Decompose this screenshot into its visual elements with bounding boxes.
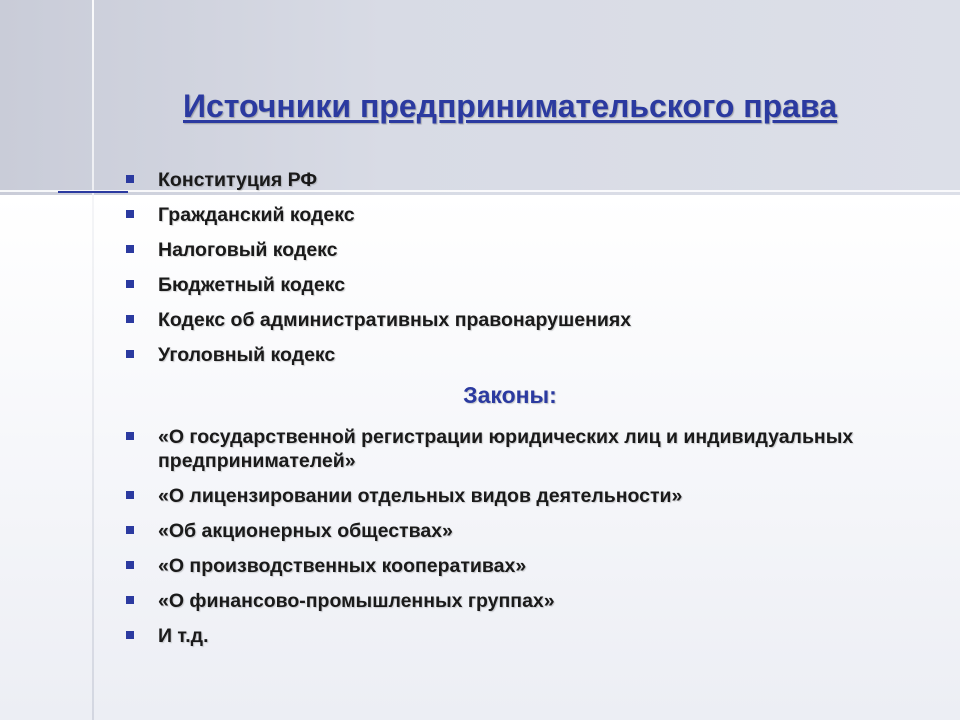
square-bullet-icon: [126, 210, 134, 218]
list-item: [124, 484, 904, 508]
list-item: [124, 273, 904, 297]
square-bullet-icon: [126, 175, 134, 183]
list-item-text: «О лицензировании отдельных видов деятельности»: [158, 485, 683, 507]
list-item: [124, 425, 904, 473]
list-item-text: Уголовный кодекс: [158, 344, 336, 366]
list-item-text: И т.д.: [158, 625, 209, 647]
list-item-text: «Об акционерных обществах»: [158, 520, 453, 542]
list-item: [124, 203, 904, 227]
square-bullet-icon: [126, 280, 134, 288]
list-item: [124, 308, 904, 332]
list-item: [124, 168, 904, 192]
list-item-text: Кодекс об административных правонарушениях: [158, 309, 632, 331]
square-bullet-icon: [126, 245, 134, 253]
square-bullet-icon: [126, 631, 134, 639]
square-bullet-icon: [126, 350, 134, 358]
list-item-text: Гражданский кодекс: [158, 204, 355, 226]
list-item-text: «О производственных кооперативах»: [158, 555, 527, 577]
list-item-text: «О финансово-промышленных группах»: [158, 590, 555, 612]
square-bullet-icon: [126, 432, 134, 440]
list-item: [124, 554, 904, 578]
list-item-text: Конституция РФ: [158, 169, 318, 191]
list-item: [124, 519, 904, 543]
list-item-text: «О государственной регистрации юридических лиц и индивидуальных предпринимателей»: [158, 426, 854, 472]
laws-list: [124, 425, 904, 659]
square-bullet-icon: [126, 491, 134, 499]
accent-line: [58, 191, 128, 193]
square-bullet-icon: [126, 315, 134, 323]
laws-heading: Законы:: [463, 382, 557, 408]
list-item: [124, 589, 904, 613]
slide-title: Источники предпринимательского права: [183, 88, 837, 124]
list-item: [124, 624, 904, 648]
list-item: [124, 343, 904, 367]
list-item: [124, 238, 904, 262]
list-item-text: Налоговый кодекс: [158, 239, 338, 261]
square-bullet-icon: [126, 596, 134, 604]
square-bullet-icon: [126, 561, 134, 569]
list-item-text: Бюджетный кодекс: [158, 274, 346, 296]
square-bullet-icon: [126, 526, 134, 534]
sources-list: [124, 168, 904, 378]
